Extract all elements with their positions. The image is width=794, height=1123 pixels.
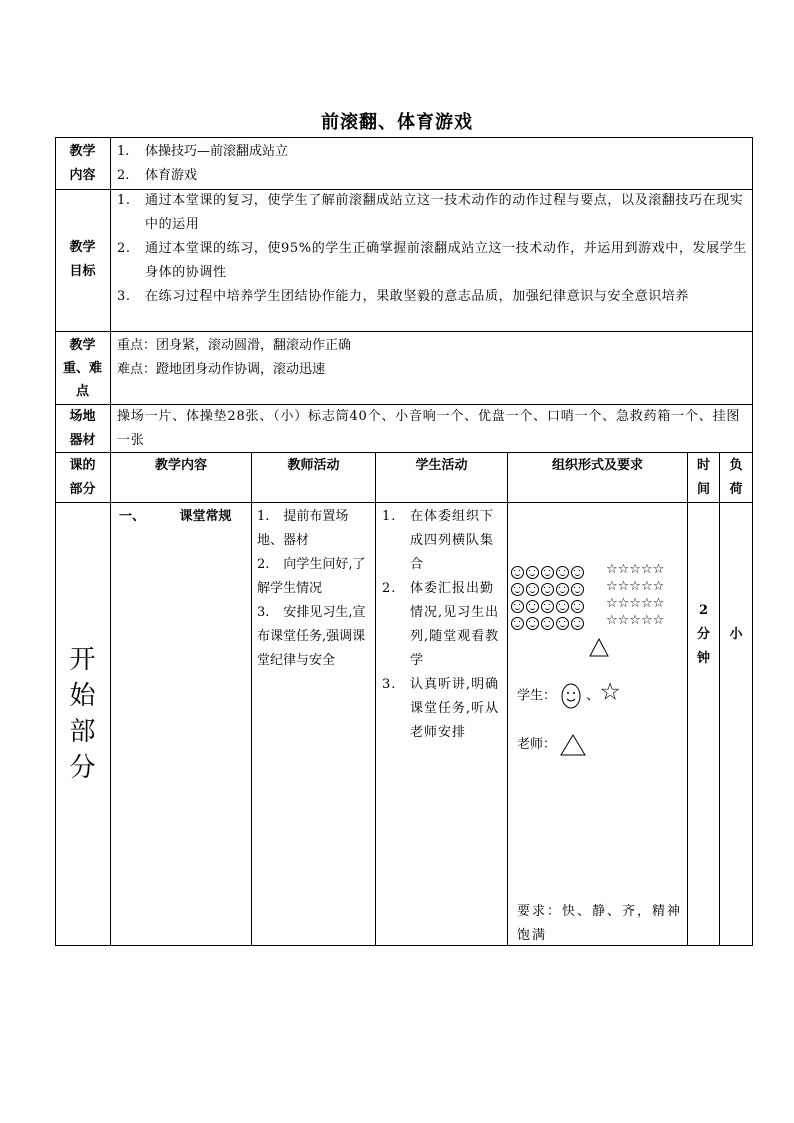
teacher-activity-list [257, 505, 371, 673]
list-item: 3. 安排见习生,宣布课堂任务,强调课堂纪律与安全 [257, 605, 366, 668]
list-item: 3. 认真听讲,明确课堂任务,听从老师安排 [382, 677, 500, 740]
smiley-icon [571, 583, 584, 596]
smiley-icon [541, 617, 554, 630]
smiley-icon [541, 600, 554, 613]
list-item: 2. 体育游戏 [117, 168, 198, 183]
list-item: 2. 通过本堂课的练习，使95%的学生正确掌握前滚翻成站立这一技术动作，并运用到游戏中，发展学生身体的协调性 [117, 241, 747, 280]
smiley-icon [556, 566, 569, 579]
list-item: 2. 向学生问好,了解学生情况 [257, 557, 366, 596]
triangle-icon [589, 638, 609, 657]
smiley-icon [541, 583, 554, 596]
smiley-icon [541, 566, 554, 579]
student-activity-list [382, 505, 503, 745]
smiley-icon [511, 583, 524, 596]
list-item: 1. 体操技巧—前滚翻成站立 [117, 144, 289, 159]
list-item: 1. 在体委组织下成四列横队集合 [382, 509, 495, 572]
venue-text: 操场一片、体操垫28张、（小）标志筒40个、小音响一个、优盘一个、口哨一个、急救药箱一个、挂图一张 [117, 409, 741, 448]
row-label-content: 教学 内容 [69, 144, 96, 183]
smiley-icon [511, 566, 524, 579]
header-content: 教学内容 [154, 458, 207, 473]
smiley-icon [556, 617, 569, 630]
header-student: 学生活动 [415, 458, 468, 473]
content-list [117, 140, 747, 188]
legend-student: 学生： 、☆ [517, 682, 682, 711]
smiley-icon [526, 600, 539, 613]
time-value: 2 分 钟 [696, 603, 710, 666]
smiley-icon [526, 617, 539, 630]
list-item: 1. 通过本堂课的复习，使学生了解前滚翻成站立这一技术动作的动作过程与要点，以及滚翻技巧在现实中的运用 [117, 193, 744, 232]
list-item: 1. 提前布置场地、器材 [257, 509, 349, 548]
focus-point: 重点：团身紧，滚动圆滑，翻滚动作正确 [117, 338, 352, 353]
student-formation-stars [606, 564, 676, 632]
triangle-icon [560, 734, 586, 756]
smiley-icon [571, 617, 584, 630]
smiley-icon [571, 600, 584, 613]
list-item: 2. 体委汇报出勤情况,见习生出列,随堂观看教学 [382, 581, 500, 668]
content-item: 一、 课堂常规 [119, 509, 232, 524]
row-label-venue: 场地 器材 [69, 409, 96, 448]
load-value: 小 [729, 627, 743, 642]
star-icon: ☆ [599, 677, 621, 706]
section-start-label: 开 始 部 分 [69, 645, 96, 783]
smiley-icon [556, 583, 569, 596]
smiley-icon [526, 566, 539, 579]
header-org: 组织形式及要求 [551, 458, 643, 473]
header-load: 负 荷 [729, 458, 743, 497]
lesson-plan-table [55, 137, 753, 946]
star-icon: ☆☆☆☆☆ [606, 596, 665, 611]
row-label-keypoints: 教学 重、难 点 [62, 338, 102, 399]
header-part: 课的 部分 [69, 458, 96, 497]
star-icon: ☆☆☆☆☆ [606, 562, 665, 577]
smiley-icon [511, 617, 524, 630]
student-formation-faces [511, 562, 601, 630]
requirement-text: 要求：快、静、齐，精神饱满 [517, 904, 683, 943]
legend-teacher: 老师： [517, 731, 682, 759]
star-icon: ☆☆☆☆☆ [606, 613, 665, 628]
smiley-icon [560, 682, 582, 710]
page-title: 前滚翻、体育游戏 [321, 112, 473, 133]
header-time: 时 间 [696, 458, 710, 497]
goals-list [117, 189, 747, 309]
difficulty-point: 难点：蹬地团身动作协调，滚动迅速 [117, 362, 326, 377]
smiley-icon [571, 566, 584, 579]
smiley-icon [511, 600, 524, 613]
smiley-icon [526, 583, 539, 596]
smiley-icon [556, 600, 569, 613]
keypoints-text [117, 334, 747, 382]
header-teacher: 教师活动 [287, 458, 340, 473]
row-label-goals: 教学 目标 [69, 240, 96, 279]
star-icon: ☆☆☆☆☆ [606, 579, 665, 594]
formation-diagram [511, 562, 683, 632]
list-item: 3. 在练习过程中培养学生团结协作能力，果敢坚毅的意志品质，加强纪律意识与安全意识培养 [117, 289, 690, 304]
